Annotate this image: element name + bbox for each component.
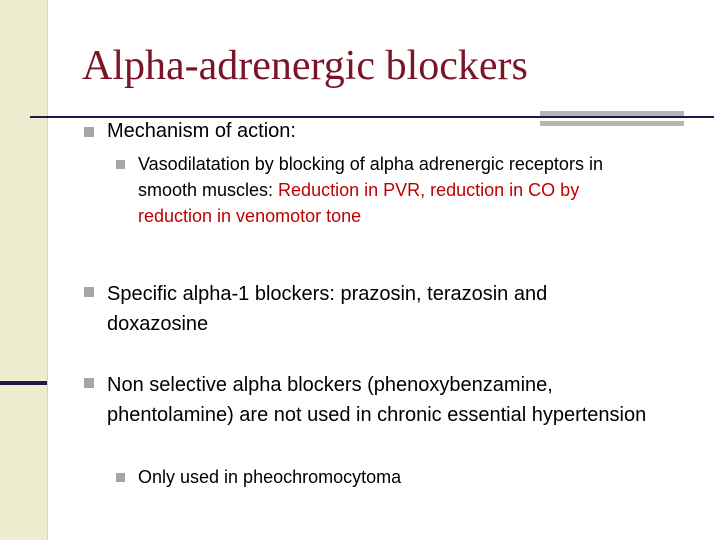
sub-bullet-pheochromocytoma: Only used in pheochromocytoma bbox=[138, 467, 402, 487]
bullet-non-selective: Non selective alpha blockers (phenoxybenzamine, phentolamine) are not used in chronic essential hypertension bbox=[107, 374, 647, 426]
sub-bullet-vasodilatation-highlight: Reduction in PVR, reduction in CO by reduction in venomotor tone bbox=[138, 180, 580, 226]
bullet-mechanism: Mechanism of action: bbox=[107, 120, 296, 142]
bullet-square-icon bbox=[84, 127, 94, 137]
sub-bullet-vasodilatation bbox=[138, 151, 614, 229]
sub-bullet-square-icon bbox=[116, 473, 125, 482]
bullet-specific-alpha1: Specific alpha-1 blockers: prazosin, terazosin and doxazosine bbox=[107, 283, 548, 335]
bullet-square-icon bbox=[84, 287, 94, 297]
slide-title: Alpha-adrenergic blockers bbox=[82, 43, 528, 89]
sub-bullet-square-icon bbox=[116, 160, 125, 169]
left-accent-bar bbox=[0, 381, 47, 385]
bullet-square-icon bbox=[84, 378, 94, 388]
left-decorative-band bbox=[0, 0, 48, 540]
sub-bullet-vasodilatation-text: Vasodilatation by blocking of alpha adrenergic receptors in smooth muscles: bbox=[138, 154, 603, 200]
